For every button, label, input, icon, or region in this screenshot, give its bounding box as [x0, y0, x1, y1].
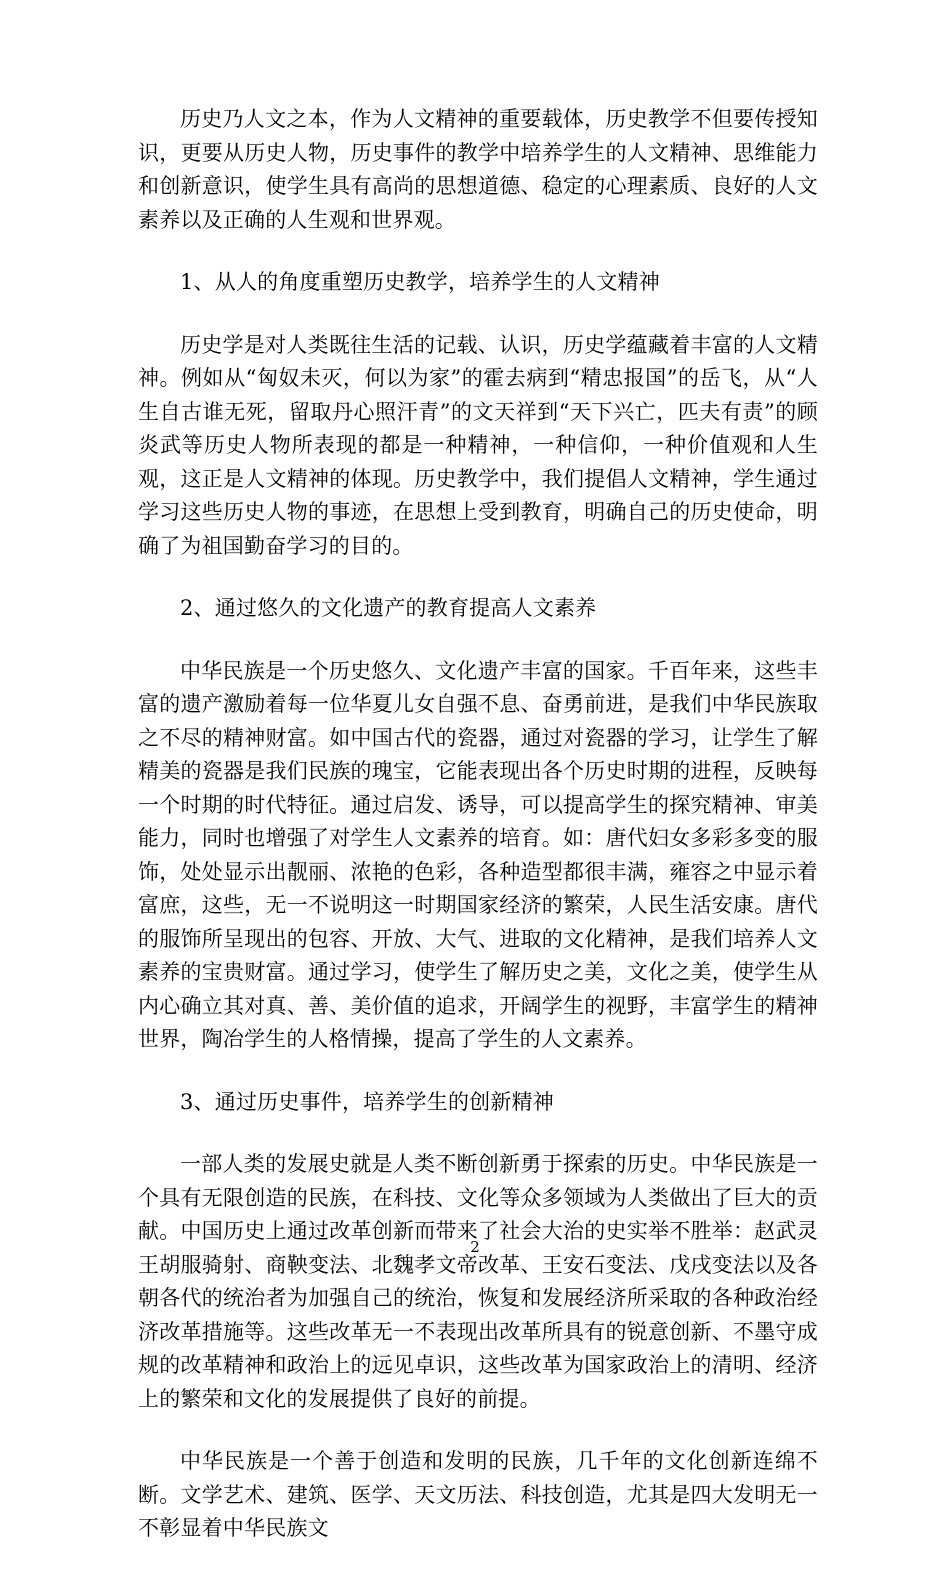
section-2-paragraph: 中华民族是一个历史悠久、文化遗产丰富的国家。千百年来，这些丰富的遗产激励着每一位华夏儿女自强不息、奋勇前进，是我们中华民族取之不尽的精神财富。如中国古代的瓷器，通过对瓷器的学习，让学生了解精美的瓷器是我们民族的瑰宝，它能表现出各个历史时期的进程，反映每一个时期的时代特征。通过启发、诱导，可以提高学生的探究精神、审美能力，同时也增强了对学生人文素养的培育。如：唐代妇女多彩多变的服饰，处处显示出靓丽、浓艳的色彩，各种造型都很丰满，雍容之中显示着富庶，这些，无一不说明这一时期国家经济的繁荣，人民生活安康。唐代的服饰所呈现出的包容、开放、大气、进取的文化精神，是我们培养人文素养的宝贵财富。通过学习，使学生了解历史之美，文化之美，使学生从内心确立其对真、善、美价值的追求，开阔学生的视野，丰富学生的精神世界，陶冶学生的人格情操，提高了学生的人文素养。: [138, 658, 818, 1051]
intro-paragraph: 历史乃人文之本，作为人文精神的重要载体，历史教学不但要传授知识，更要从历史人物，历史事件的教学中培养学生的人文精神、思维能力和创新意识，使学生具有高尚的思想道德、稳定的心理素质、良好的人文素养以及正确的人生观和世界观。: [138, 107, 818, 232]
section-1-paragraph: 历史学是对人类既往生活的记载、认识，历史学蕴藏着丰富的人文精神。例如从“匈奴未灭，何以为家”的霍去病到“精忠报国”的岳飞，从“人生自古谁无死，留取丹心照汗青”的文天祥到“天下兴亡，匹夫有责”的顾炎武等历史人物所表现的都是一种精神，一种信仰，一种价值观和人生观，这正是人文精神的体现。历史教学中，我们提倡人文精神，学生通过学习这些历史人物的事迹，在思想上受到教育，明确自己的历史使命，明确了为祖国勤奋学习的目的。: [138, 332, 818, 558]
section-heading-3: 3、通过历史事件，培养学生的创新精神: [180, 1089, 554, 1114]
section-3-paragraph-continued: 中华民族是一个善于创造和发明的民族，几千年的文化创新连绵不断。文学艺术、建筑、医学、天文历法、科技创造，尤其是四大发明无一不彰显着中华民族文: [138, 1449, 818, 1540]
section-3-paragraph: 一部人类的发展史就是人类不断创新勇于探索的历史。中华民族是一个具有无限创造的民族，在科技、文化等众多领域为人类做出了巨大的贡献。中国历史上通过改革创新而带来了社会大治的史实举不胜举：赵武灵王胡服骑射、商鞅变法、北魏孝文帝改革、王安石变法、戊戌变法以及各朝各代的统治者为加强自己的统治，恢复和发展经济所采取的各种政治经济改革措施等。这些改革无一不表现出改革所具有的锐意创新、不墨守成规的改革精神和政治上的远见卓识，这些改革为国家政治上的清明、经济上的繁荣和文化的发展提供了良好的前提。: [138, 1152, 818, 1411]
section-heading-2: 2、通过悠久的文化遗产的教育提高人文素养: [180, 596, 597, 620]
section-heading-1: 1、从人的角度重塑历史教学，培养学生的人文精神: [180, 270, 660, 294]
document-body: [138, 103, 818, 1575]
page-number: 2: [470, 1238, 480, 1256]
